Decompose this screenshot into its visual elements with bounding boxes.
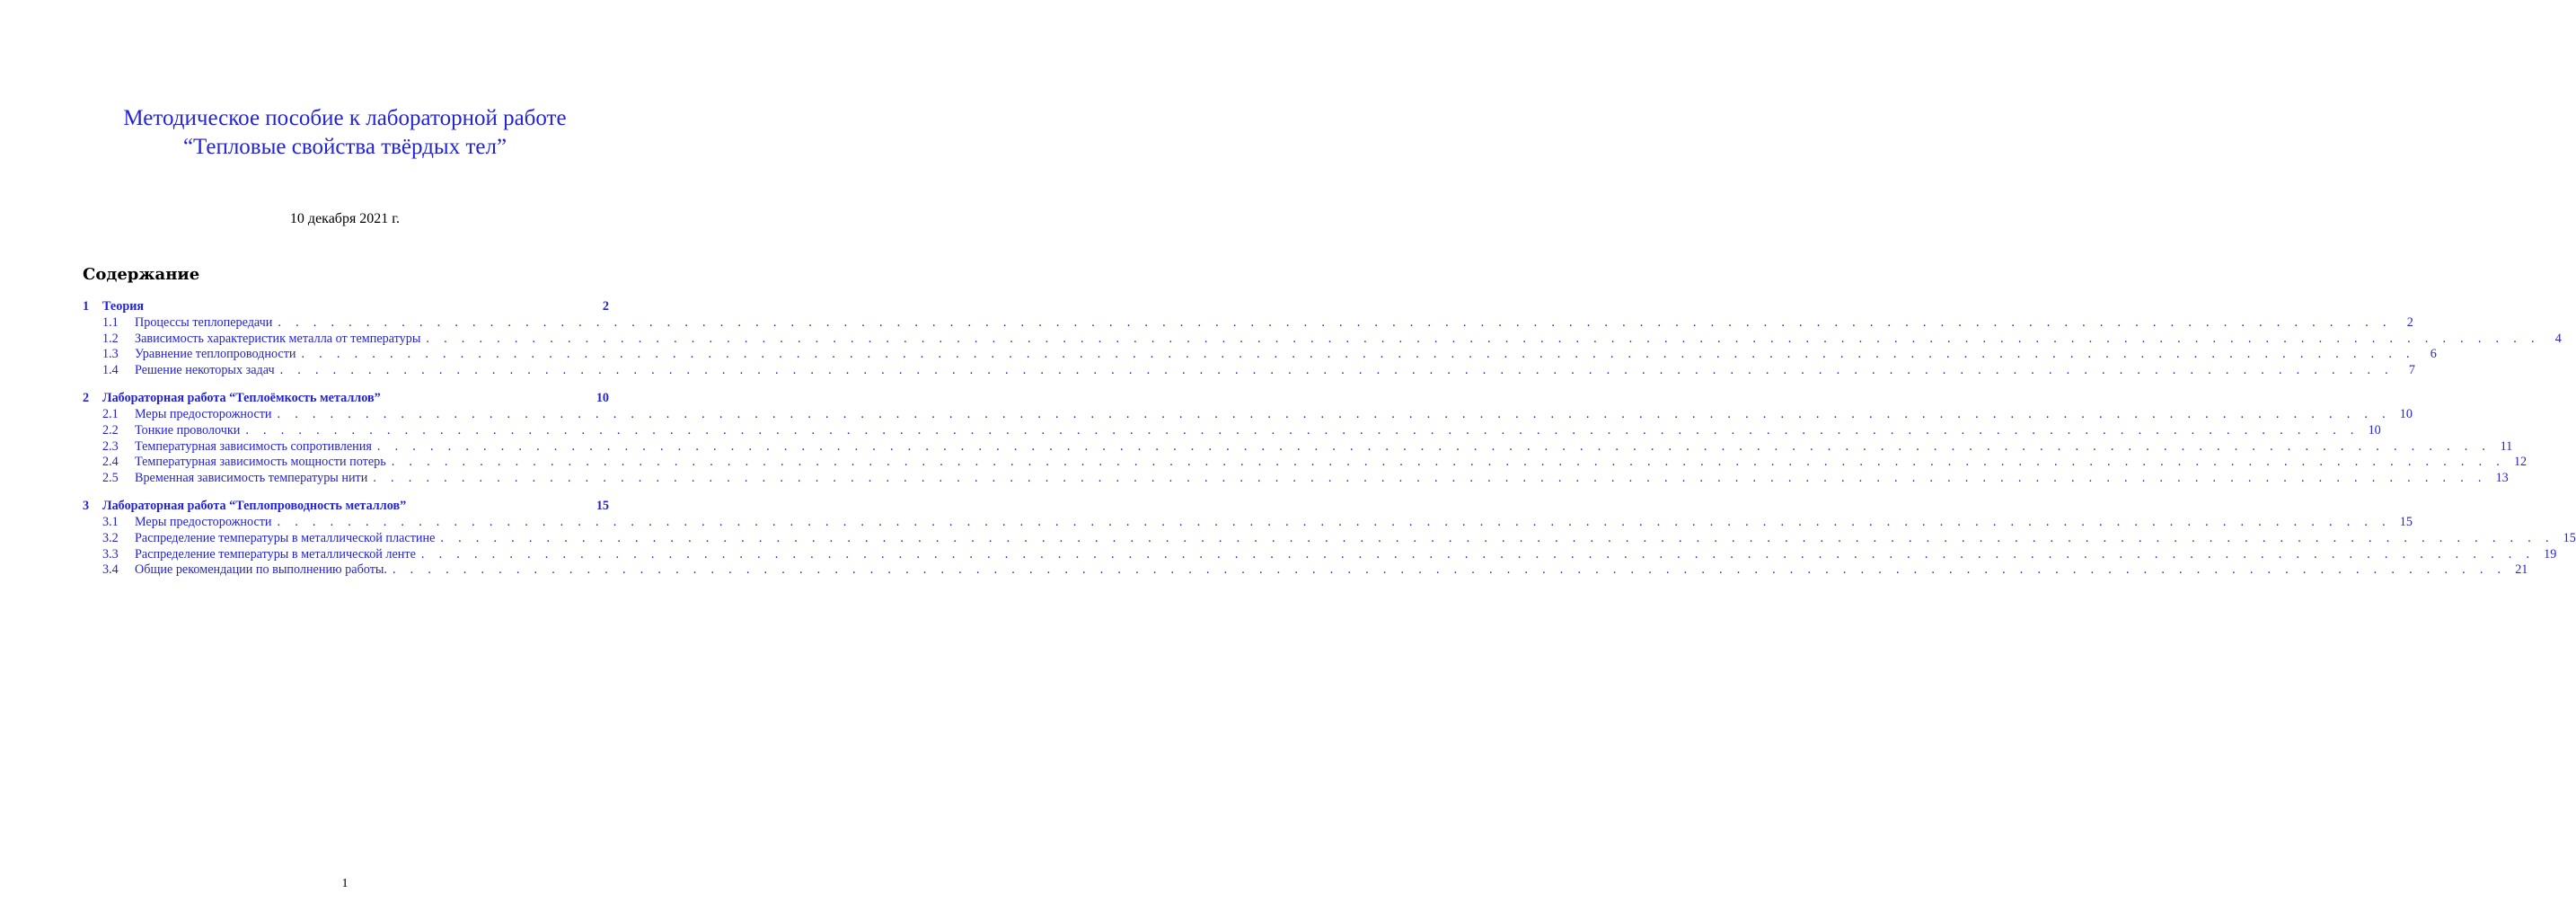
page-number: 1: [341, 877, 348, 890]
toc-subsection-link[interactable]: [83, 362, 2415, 379]
toc-subsection-page: 15: [2399, 515, 2413, 530]
toc-leader: . . . . . . . . . . . . . . . . . . . . . . . . . . . . . . . . . . . . . . . . . . . . . . . . . . . . . . . . . . . . . . . . . . . . . . . . . . . . . . . . . . . . . . . . . . . . . . . . . . . . . . . . . . . . . . . . . . . . . . . .: [279, 362, 2394, 377]
toc-leader: . . . . . . . . . . . . . . . . . . . . . . . . . . . . . . . . . . . . . . . . . . . . . . . . . . . . . . . . . . . . . . . . . . . . . . . . . . . . . . . . . . . . . . . . . . . . . . . . . . . . . . . . . . . . . . . . . . . . . . . .: [245, 422, 2360, 438]
toc-subsection-title: Тонкие проволочки: [135, 422, 241, 438]
toc-subsection-title: Распределение температуры в металлической ленте: [135, 546, 416, 562]
toc-section: [83, 297, 2562, 378]
toc-subsection-link[interactable]: [83, 470, 2509, 487]
toc-subsection-title: Процессы теплопередачи: [135, 315, 273, 330]
toc-subsection-title: Меры предосторожности: [135, 407, 272, 422]
toc-subsection-page: 2: [2406, 315, 2413, 330]
toc-subsection-title: Зависимость характеристик металла от температуры: [135, 331, 421, 346]
toc-subsection-link[interactable]: [83, 455, 2527, 471]
toc-subsection-title: Уравнение теплопроводности: [135, 347, 296, 362]
toc-subsection-number: 2.1: [102, 407, 119, 422]
toc-subsection-page: 11: [2500, 438, 2513, 454]
toc-subsection-page: 13: [2495, 470, 2509, 485]
toc-subsection-page: 19: [2544, 546, 2557, 562]
toc-subsection-page: 21: [2515, 562, 2528, 578]
document-date: 10 декабря 2021 г.: [289, 211, 401, 226]
toc-subsection-page: 10: [2368, 422, 2381, 438]
toc-subsection-link[interactable]: [83, 315, 2413, 332]
toc-subsection-number: 2.2: [102, 422, 119, 438]
toc-section-page: 15: [595, 499, 609, 514]
toc-subsection-number: 1.2: [102, 331, 119, 346]
toc-subsection-link[interactable]: [83, 530, 2576, 547]
toc-leader: . . . . . . . . . . . . . . . . . . . . . . . . . . . . . . . . . . . . . . . . . . . . . . . . . . . . . . . . . . . . . . . . . . . . . . . . . . . . . . . . . . . . . . . . . . . . . . . . . . . . . . . . . . . . . . . . . . . . . . . .: [440, 530, 2554, 545]
toc-leader: . . . . . . . . . . . . . . . . . . . . . . . . . . . . . . . . . . . . . . . . . . . . . . . . . . . . . . . . . . . . . . . . . . . . . . . . . . . . . . . . . . . . . . . . . . . . . . . . . . . . . . . . . . . . . . . . . . . . . . . .: [426, 331, 2540, 346]
toc-section-number: 1: [83, 299, 90, 314]
toc-section-link[interactable]: [83, 389, 609, 407]
toc-section-link[interactable]: [83, 297, 609, 315]
toc-leader: . . . . . . . . . . . . . . . . . . . . . . . . . . . . . . . . . . . . . . . . . . . . . . . . . . . . . . . . . . . . . . . . . . . . . . . . . . . . . . . . . . . . . . . . . . . . . . . . . . . . . . . . . . . . . . . . . . . . . . . .: [376, 438, 2492, 454]
toc-subsection-number: 1.1: [102, 315, 119, 330]
toc-subsection-link[interactable]: [83, 407, 2413, 423]
toc-subsection-number: 2.4: [102, 455, 119, 470]
toc-leader: . . . . . . . . . . . . . . . . . . . . . . . . . . . . . . . . . . . . . . . . . . . . . . . . . . . . . . . . . . . . . . . . . . . . . . . . . . . . . . . . . . . . . . . . . . . . . . . . . . . . . . . . . . . . . . . . . . . . . . . .: [277, 515, 2391, 530]
toc-subsection-title: Меры предосторожности: [135, 515, 272, 530]
toc-section: [83, 389, 2527, 486]
document-title: [0, 104, 690, 162]
table-of-contents: [83, 297, 2576, 589]
toc-subsection-link[interactable]: [83, 546, 2557, 563]
toc-section-title: Теория: [102, 299, 145, 314]
toc-subsection-title: Температурная зависимость мощности потерь: [135, 455, 386, 470]
toc-subsection-number: 1.4: [102, 362, 119, 377]
toc-subsection-number: 3.4: [102, 562, 119, 578]
title-line-2: “Тепловые свойства твёрдых тел”: [182, 135, 507, 159]
toc-subsection-page: 7: [2408, 362, 2415, 377]
toc-subsection-number: 3.3: [102, 546, 119, 562]
toc-subsection-title: Временная зависимость температуры нити: [135, 470, 368, 485]
toc-subsection-title: Температурная зависимость сопротивления: [135, 438, 372, 454]
toc-leader: . . . . . . . . . . . . . . . . . . . . . . . . . . . . . . . . . . . . . . . . . . . . . . . . . . . . . . . . . . . . . . . . . . . . . . . . . . . . . . . . . . . . . . . . . . . . . . . . . . . . . . . . . . . . . . . . . . . . . . . .: [392, 562, 2507, 578]
toc-subsection-title: Решение некоторых задач: [135, 362, 275, 377]
toc-section-title: Лабораторная работа “Теплоёмкость металлов”: [102, 391, 381, 406]
toc-subsection-number: 3.2: [102, 530, 119, 545]
toc-subsection-title: Распределение температуры в металлической пластине: [135, 530, 436, 545]
toc-leader: . . . . . . . . . . . . . . . . . . . . . . . . . . . . . . . . . . . . . . . . . . . . . . . . . . . . . . . . . . . . . . . . . . . . . . . . . . . . . . . . . . . . . . . . . . . . . . . . . . . . . . . . . . . . . . . . . . . . . . . .: [277, 407, 2391, 422]
toc-section: [83, 497, 2576, 578]
toc-subsection-link[interactable]: [83, 331, 2562, 348]
toc-subsection-link[interactable]: [83, 562, 2528, 579]
toc-subsection-title: Общие рекомендации по выполнению работы.: [135, 562, 387, 578]
toc-subsection-number: 3.1: [102, 515, 119, 530]
toc-section-page: 10: [595, 391, 609, 406]
toc-subsection-page: 12: [2513, 455, 2527, 470]
toc-subsection-number: 2.5: [102, 470, 119, 485]
toc-subsection-page: 10: [2399, 407, 2413, 422]
toc-subsection-page: 6: [2430, 347, 2437, 362]
toc-section-link[interactable]: [83, 497, 609, 515]
toc-section-page: 2: [602, 299, 609, 314]
toc-leader: . . . . . . . . . . . . . . . . . . . . . . . . . . . . . . . . . . . . . . . . . . . . . . . . . . . . . . . . . . . . . . . . . . . . . . . . . . . . . . . . . . . . . . . . . . . . . . . . . . . . . . . . . . . . . . . . . . . . . . . .: [278, 315, 2392, 330]
toc-leader: . . . . . . . . . . . . . . . . . . . . . . . . . . . . . . . . . . . . . . . . . . . . . . . . . . . . . . . . . . . . . . . . . . . . . . . . . . . . . . . . . . . . . . . . . . . . . . . . . . . . . . . . . . . . . . . . . . . . . . . .: [301, 347, 2415, 362]
toc-leader: . . . . . . . . . . . . . . . . . . . . . . . . . . . . . . . . . . . . . . . . . . . . . . . . . . . . . . . . . . . . . . . . . . . . . . . . . . . . . . . . . . . . . . . . . . . . . . . . . . . . . . . . . . . . . . . . . . . . . . . .: [420, 546, 2536, 562]
toc-leader: . . . . . . . . . . . . . . . . . . . . . . . . . . . . . . . . . . . . . . . . . . . . . . . . . . . . . . . . . . . . . . . . . . . . . . . . . . . . . . . . . . . . . . . . . . . . . . . . . . . . . . . . . . . . . . . . . . . . . . . .: [391, 455, 2506, 470]
toc-leader: . . . . . . . . . . . . . . . . . . . . . . . . . . . . . . . . . . . . . . . . . . . . . . . . . . . . . . . . . . . . . . . . . . . . . . . . . . . . . . . . . . . . . . . . . . . . . . . . . . . . . . . . . . . . . . . . . . . . . . . .: [373, 470, 2487, 485]
toc-subsection-number: 2.3: [102, 438, 119, 454]
toc-subsection-number: 1.3: [102, 347, 119, 362]
toc-heading: Содержание: [83, 265, 200, 284]
toc-section-number: 2: [83, 391, 90, 406]
toc-section-title: Лабораторная работа “Теплопроводность металлов”: [102, 499, 407, 514]
toc-section-number: 3: [83, 499, 90, 514]
toc-subsection-page: 4: [2554, 331, 2562, 346]
toc-subsection-link[interactable]: [83, 515, 2413, 531]
toc-subsection-link[interactable]: [83, 422, 2381, 439]
toc-subsection-link[interactable]: [83, 438, 2513, 456]
title-line-1: Методическое пособие к лабораторной работе: [123, 106, 567, 130]
toc-subsection-page: 15: [2563, 530, 2576, 545]
toc-subsection-link[interactable]: [83, 347, 2437, 363]
